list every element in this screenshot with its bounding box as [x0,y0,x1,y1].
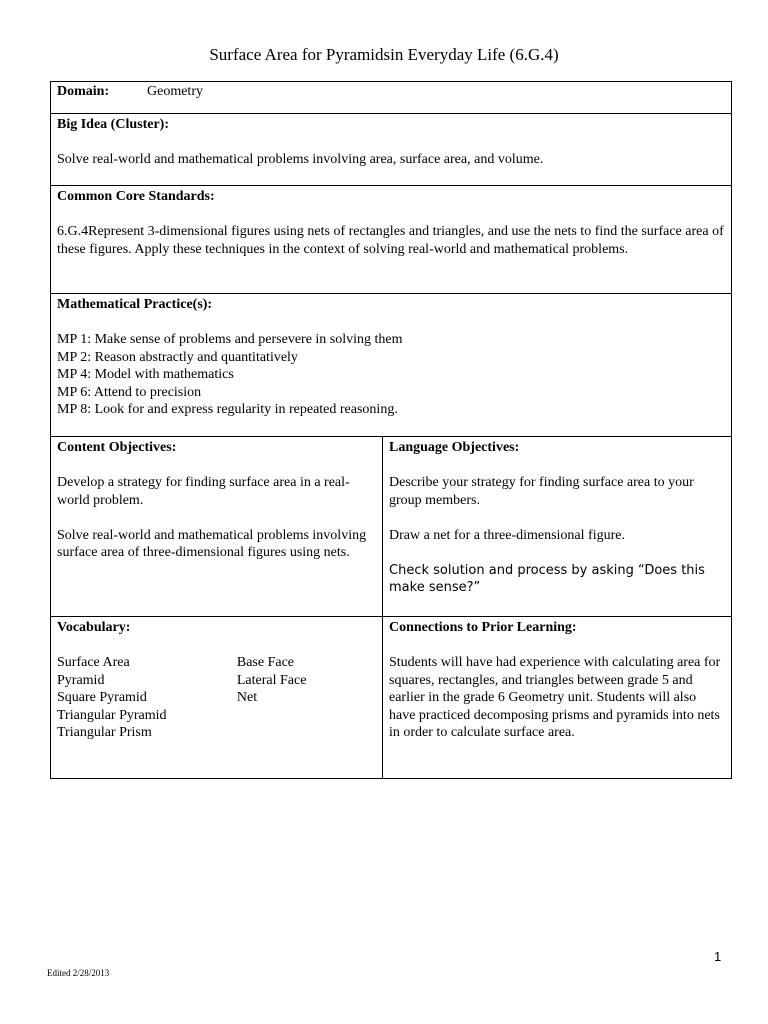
domain-cell [51,82,732,114]
vocabulary-term: Base Face [236,655,295,670]
practice-item: MP 6: Attend to precision [57,384,202,400]
objectives-row [51,437,732,617]
language-objective-item: Draw a net for a three-dimensional figure. [389,527,625,543]
vocabulary-term: Pyramid [57,672,105,688]
big-idea-row [51,114,732,186]
practice-item: MP 1: Make sense of problems and persevere in solving them [57,332,403,347]
lesson-plan-table [50,81,732,779]
language-objectives-cell [383,437,732,617]
edited-date: Edited 2/28/2013 [47,968,110,978]
vocabulary-row [51,617,732,779]
language-objective-item: Describe your strategy for finding surface area to your group members. [389,475,694,508]
domain-row [51,82,732,114]
practice-item: MP 2: Reason abstractly and quantitatively [57,349,298,365]
standards-label: Common Core Standards: [57,189,215,204]
standards-text: 6.G.4Represent 3-dimensional figures using nets of rectangles and triangles, and use the nets to find the surface area of these figures. Apply these techniques in the context of solving real-world and mathematical problems. [57,224,724,257]
big-idea-label: Big Idea (Cluster): [57,117,169,132]
standards-row [51,186,732,294]
domain-value: Geometry [147,84,203,99]
vocabulary-label: Vocabulary: [57,620,131,635]
language-objectives-label: Language Objectives: [389,440,520,455]
connections-text: Students will have had experience with calculating area for squares, rectangles, and triangles between grade 5 and earlier in the grade 6 Geometry unit. Students will also have practiced decomposing prisms and pyramids into nets in order to calculate surface area. [389,655,721,740]
page-number: 1 [714,949,722,964]
big-idea-text: Solve real-world and mathematical problems involving area, surface area, and volume. [57,152,544,167]
vocabulary-term: Net [236,690,258,705]
vocabulary-term: Triangular Pyramid [57,707,167,723]
practice-item: MP 8: Look for and express regularity in repeated reasoning. [57,402,398,417]
big-idea-cell [51,114,732,186]
content-objective-item: Solve real-world and mathematical problems involving surface area of three-dimensional figures using nets. [57,527,367,560]
vocabulary-term: Square Pyramid [57,690,147,705]
practices-row [51,294,732,437]
vocabulary-column-2 [237,654,376,742]
connections-cell [383,617,732,779]
practices-cell [51,294,732,437]
language-objective-item: Check solution and process by asking “Does this make sense?” [389,562,705,595]
domain-label: Domain: [57,84,110,99]
vocabulary-term: Triangular Prism [57,725,152,740]
content-objectives-label: Content Objectives: [57,440,177,455]
document-title: Surface Area for Pyramidsin Everyday Life (6.G.4) [209,45,559,64]
practice-item: MP 4: Model with mathematics [57,367,234,382]
vocabulary-term: Lateral Face [236,672,307,688]
vocabulary-column-1 [57,654,237,742]
content-objectives-cell [51,437,383,617]
connections-label: Connections to Prior Learning: [389,620,577,635]
vocabulary-list [57,654,376,742]
practices-label: Mathematical Practice(s): [57,297,213,312]
vocabulary-term: Surface Area [57,655,130,670]
standards-cell [51,186,732,294]
vocabulary-cell [51,617,383,779]
content-objective-item: Develop a strategy for finding surface area in a real-world problem. [57,475,350,508]
